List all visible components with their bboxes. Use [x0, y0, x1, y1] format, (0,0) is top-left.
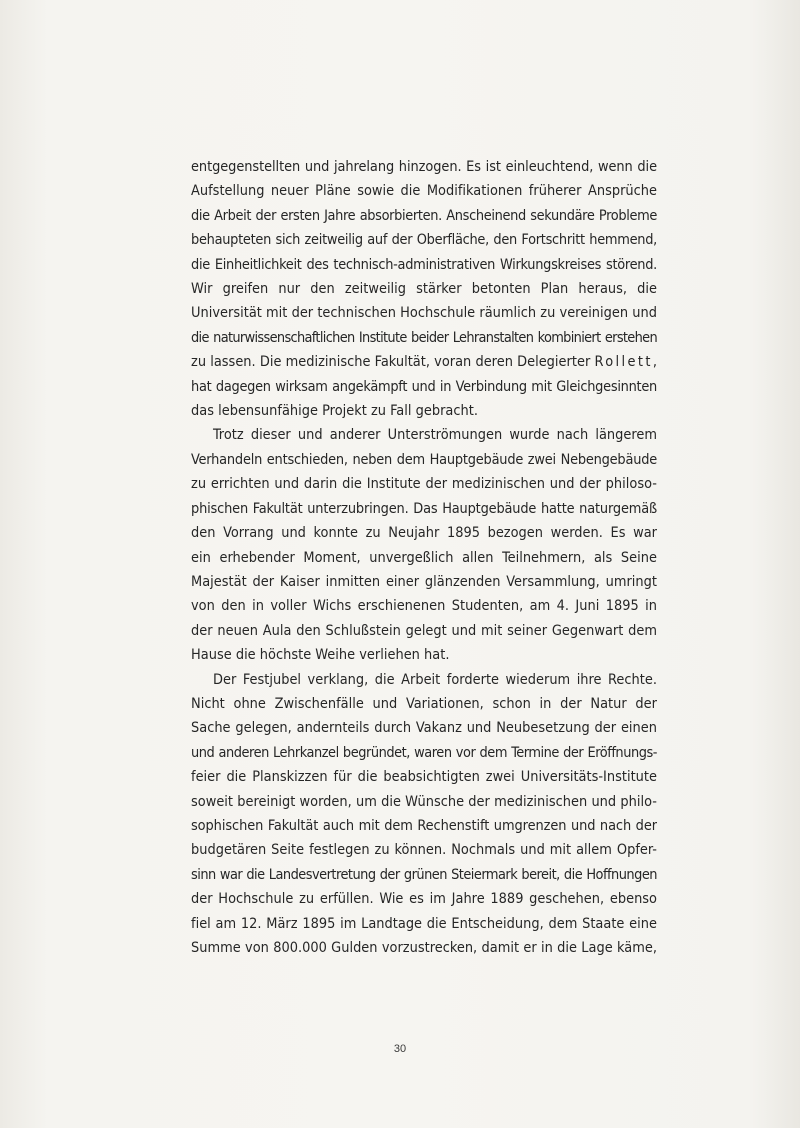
text-line: Wir greifen nur den zeitweilig stärker betonten Plan heraus, die: [191, 281, 657, 298]
text-line: und anderen Lehrkanzel begründet, waren vor dem Termine der Eröffnungs-: [191, 744, 657, 761]
text-line: entgegenstellten und jahrelang hinzogen. Es ist einleuchtend, wenn die: [191, 159, 657, 175]
page-number: 30: [393, 1043, 407, 1055]
text-line: phischen Fakultät unterzubringen. Das Hauptgebäude hatte naturgemäß: [191, 500, 657, 517]
text-line-with-name: zu lassen. Die medizinische Fakultät, voran deren Delegierter Rollett,: [191, 354, 657, 371]
text-line: von den in voller Wichs erschienenen Studenten, am 4. Juni 1895 in: [191, 598, 657, 615]
text-line: Aufstellung neuer Pläne sowie die Modifikationen früherer Ansprüche: [191, 183, 657, 200]
paragraph-start-line: Trotz dieser und anderer Unterströmungen wurde nach längerem: [213, 427, 657, 444]
text-line: den Vorrang und konnte zu Neujahr 1895 bezogen werden. Es war: [191, 525, 657, 542]
text-line: der neuen Aula den Schlußstein gelegt und mit seiner Gegenwart dem: [191, 622, 657, 639]
text-line: Summe von 800.000 Gulden vorzustrecken, damit er in die Lage käme,: [191, 940, 657, 956]
paragraph-end-line: Hause die höchste Weihe verliehen hat.: [191, 647, 450, 664]
text-line: ein erhebender Moment, unvergeßlich allen Teilnehmern, als Seine: [191, 549, 657, 566]
text-line: die Einheitlichkeit des technisch-administrativen Wirkungskreises störend.: [191, 256, 657, 273]
text-line: hat dagegen wirksam angekämpft und in Verbindung mit Gleichgesinnten: [191, 378, 657, 395]
text-line: die Arbeit der ersten Jahre absorbierten. Anscheinend sekundäre Probleme: [191, 207, 657, 224]
text-line: Sache gelegen, andernteils durch Vakanz und Neubesetzung der einen: [191, 720, 657, 737]
paragraph-end-line: das lebensunfähige Projekt zu Fall gebracht.: [191, 403, 478, 420]
text-line: Verhandeln entschieden, neben dem Hauptgebäude zwei Nebengebäude: [191, 451, 657, 468]
text-line: feier die Planskizzen für die beabsichtigten zwei Universitäts-Institute: [191, 769, 657, 786]
text-line: behaupteten sich zeitweilig auf der Oberfläche, den Fortschritt hemmend,: [191, 232, 657, 249]
text-line: Nicht ohne Zwischenfälle und Variationen, schon in der Natur der: [191, 695, 657, 712]
body-text: [191, 155, 657, 960]
text-line: sinn war die Landesvertretung der grünen Steiermark bereit, die Hoffnungen: [191, 866, 657, 883]
spaced-name: Rollett: [594, 354, 653, 371]
text-line: zu errichten und darin die Institute der medizinischen und der philoso-: [191, 476, 657, 493]
text-line: fiel am 12. März 1895 im Landtage die Entscheidung, dem Staate eine: [191, 915, 657, 932]
text-line: Universität mit der technischen Hochschule räumlich zu vereinigen und: [191, 305, 657, 322]
text-line: sophischen Fakultät auch mit dem Rechenstift umgrenzen und nach der: [191, 817, 657, 834]
text-line: die naturwissenschaftlichen Institute beider Lehranstalten kombiniert erstehen: [191, 329, 657, 346]
text-line: der Hochschule zu erfüllen. Wie es im Jahre 1889 geschehen, ebenso: [191, 891, 657, 908]
text-line: budgetären Seite festlegen zu können. Nochmals und mit allem Opfer-: [191, 842, 657, 859]
paragraph-start-line: Der Festjubel verklang, die Arbeit forderte wiederum ihre Rechte.: [213, 671, 657, 688]
text-line: Majestät der Kaiser inmitten einer glänzenden Versammlung, umringt: [191, 573, 657, 590]
text-line: soweit bereinigt worden, um die Wünsche der medizinischen und philo-: [191, 793, 657, 810]
